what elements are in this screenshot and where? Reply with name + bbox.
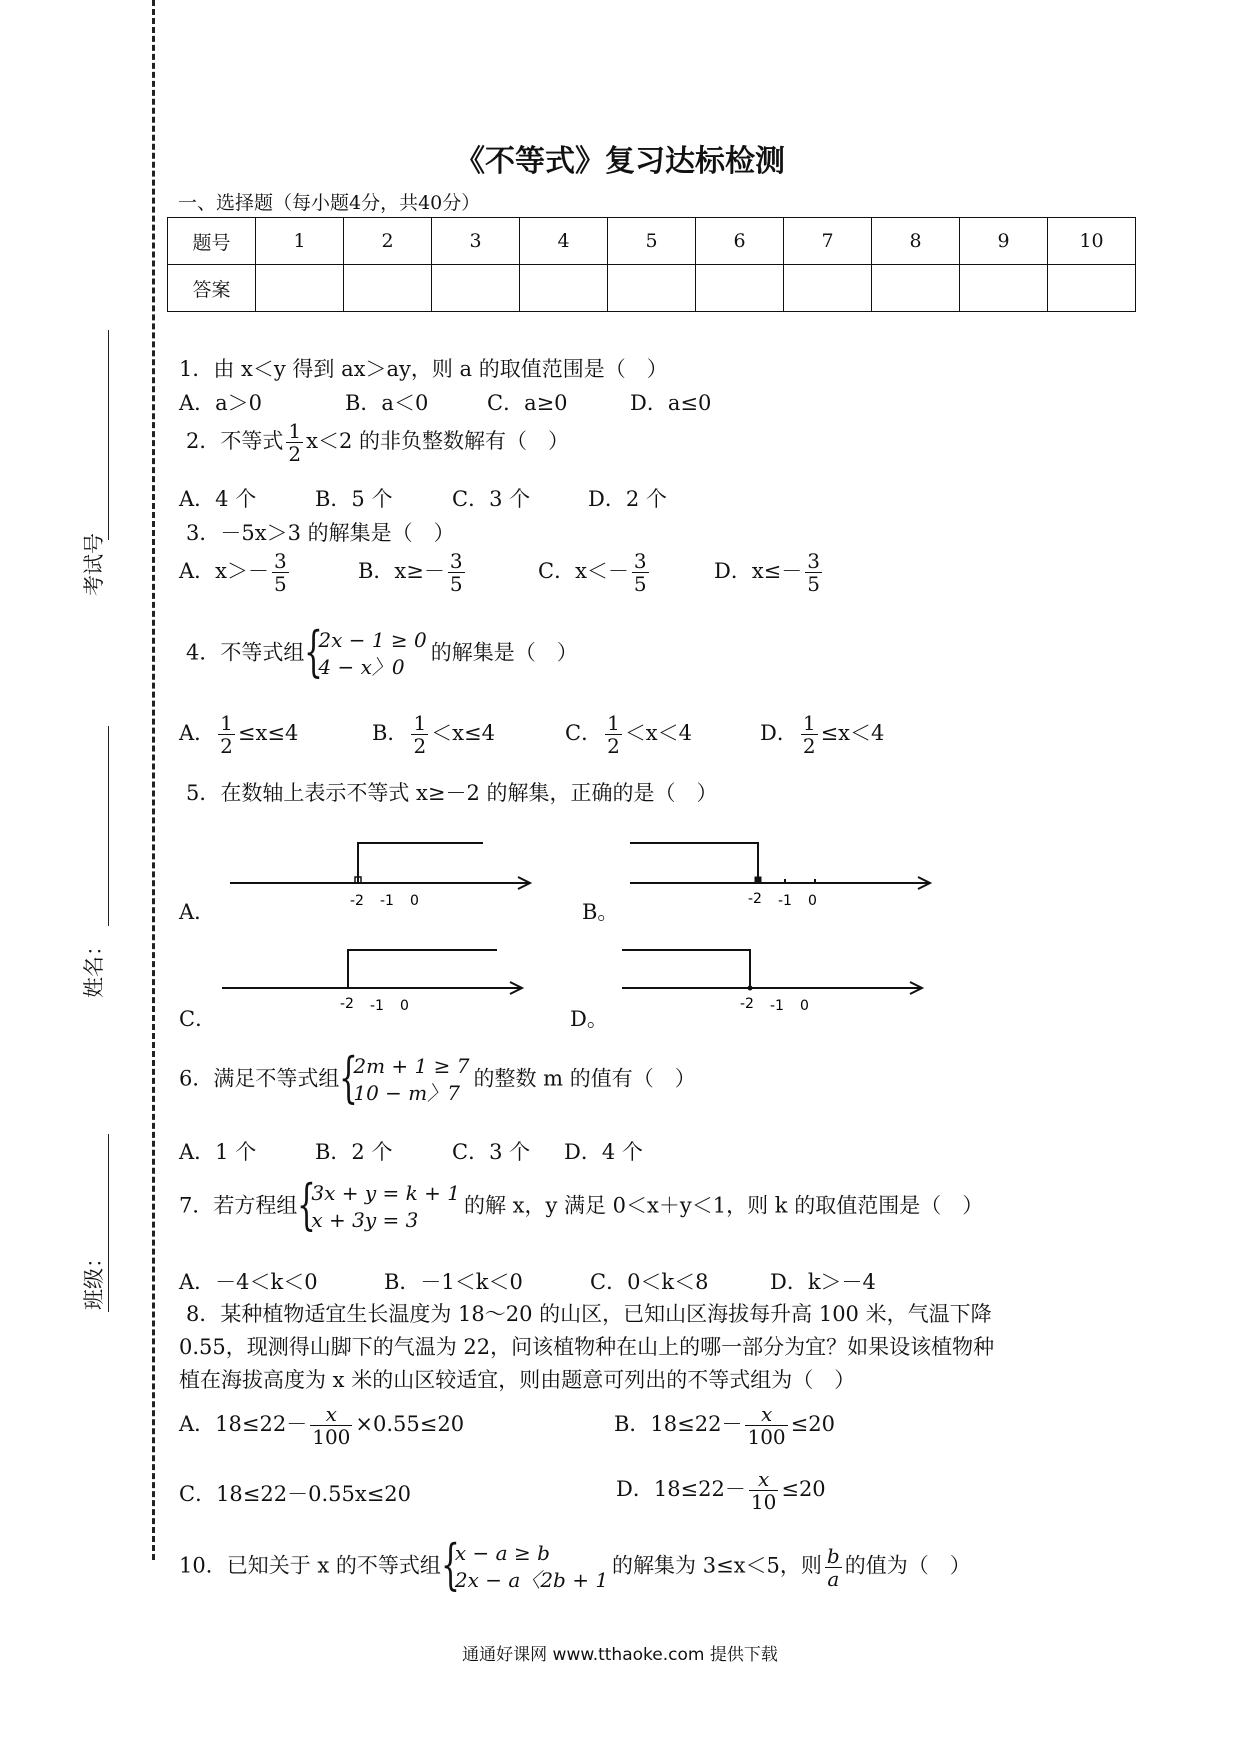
answer-cell[interactable]	[608, 265, 696, 312]
tick-label: 0	[410, 893, 419, 909]
tick-label: -1	[770, 998, 784, 1014]
q7-option-c: C．0＜k＜8	[590, 1270, 709, 1294]
table-header-cell: 6	[696, 218, 784, 265]
tick-label: -1	[380, 893, 394, 909]
q6-option-a: A．1 个	[179, 1140, 257, 1164]
table-answer-label: 答案	[168, 265, 256, 312]
q5-stem: 5．在数轴上表示不等式 x≥－2 的解集，正确的是（ ）	[186, 781, 718, 805]
tick-label: -1	[370, 998, 384, 1014]
exam-number-line	[108, 330, 109, 540]
number-line-a	[230, 835, 540, 915]
q4-option-a: A． $\frac{1}{2}$ ≤x≤4	[179, 711, 299, 758]
q2-stem	[186, 420, 569, 465]
tick-label: 0	[808, 893, 817, 909]
table-header-row	[168, 218, 1136, 265]
tick-label: 0	[800, 998, 809, 1014]
table-header-label: 题号	[168, 218, 256, 265]
q8-option-b: B．18≤22－ $\frac{x}{100}$ ≤20	[614, 1402, 835, 1449]
q2-option-a: A．4 个	[179, 487, 257, 511]
page-title: 《不等式》复习达标检测	[455, 144, 785, 179]
q1-option-b: B．a＜0	[345, 391, 429, 415]
answer-table	[167, 217, 1136, 312]
q8-option-c: C．18≤22－0.55x≤20	[179, 1482, 412, 1506]
tick-label: -1	[778, 893, 792, 909]
table-header-cell: 10	[1048, 218, 1136, 265]
table-header-cell: 4	[520, 218, 608, 265]
q5-label-c: C．	[179, 1007, 217, 1031]
answer-cell[interactable]	[432, 265, 520, 312]
q10-fraction: $\frac{b}{a}$	[826, 1543, 840, 1591]
exam-number-label: 考试号	[82, 533, 106, 596]
q1-stem: 1．由 x＜y 得到 ax＞ay，则 a 的取值范围是（ ）	[179, 357, 668, 381]
q7-option-d: D．k＞－4	[770, 1270, 876, 1294]
q2-option-d: D．2 个	[588, 487, 667, 511]
q2-post: x＜2 的非负整数解有（ ）	[306, 429, 569, 453]
answer-cell[interactable]	[960, 265, 1048, 312]
name-line	[108, 726, 109, 926]
name-label: 姓名：	[82, 935, 106, 998]
answer-cell[interactable]	[872, 265, 960, 312]
q3-stem: 3．－5x＞3 的解集是（ ）	[186, 521, 455, 545]
number-line-b	[630, 835, 940, 915]
tick-label: -2	[340, 996, 354, 1012]
table-header-cell: 8	[872, 218, 960, 265]
answer-cell[interactable]	[1048, 265, 1136, 312]
q7-option-a: A．－4＜k＜0	[179, 1270, 318, 1294]
q8-line2: 0.55，现测得山脚下的气温为 22，问该植物种在山上的哪一部分为宜？如果设该植物种	[179, 1335, 995, 1359]
q3-option-b: B．x≥－ $\frac{3}{5}$	[358, 549, 463, 596]
section-heading: 一、选择题（每小题4分，共40分）	[178, 192, 481, 214]
tick-label: 0	[400, 998, 409, 1014]
q8-option-a: A．18≤22－ $\frac{x}{100}$ ×0.55≤20	[179, 1402, 465, 1449]
table-header-cell: 9	[960, 218, 1048, 265]
q6-option-d: D．4 个	[564, 1140, 643, 1164]
class-label: 班级：	[82, 1247, 106, 1310]
tick-label: -2	[350, 893, 364, 909]
q4-option-b: B． $\frac{1}{2}$ ＜x≤4	[372, 711, 495, 758]
answer-cell[interactable]	[784, 265, 872, 312]
q4-option-d: D． $\frac{1}{2}$ ≤x＜4	[760, 711, 885, 758]
table-header-cell: 5	[608, 218, 696, 265]
q6-stem: 6．满足不等式组 { 2m + 1 ≥ 7 10 − m〉7 的整数 m 的值有（ ）	[179, 1046, 696, 1109]
binding-dashed-line	[152, 0, 155, 1560]
answer-cell[interactable]	[344, 265, 432, 312]
q2-fraction: $\frac{1}{2}$	[288, 419, 302, 466]
q5-label-b: B。	[582, 900, 619, 924]
q3-option-d: D．x≤－ $\frac{3}{5}$	[714, 549, 821, 596]
table-header-cell: 7	[784, 218, 872, 265]
table-header-cell: 3	[432, 218, 520, 265]
q7-system: { 3x + y = k + 1 x + 3y = 3	[297, 1173, 460, 1236]
q10-system: { x − a ≥ b 2x − a〈2b + 1	[440, 1533, 609, 1596]
q8-line3: 植在海拔高度为 x 米的山区较适宜，则由题意可列出的不等式组为（ ）	[179, 1368, 856, 1392]
q6-system: { 2m + 1 ≥ 7 10 − m〉7	[339, 1046, 470, 1109]
q1-option-d: D．a≤0	[630, 391, 712, 415]
q5-label-a: A．	[179, 900, 216, 924]
footer-source: 通通好课网 www.tthaoke.com 提供下载	[462, 1645, 778, 1665]
answer-cell[interactable]	[520, 265, 608, 312]
q2-pre: 2．不等式	[186, 429, 284, 453]
answer-cell[interactable]	[696, 265, 784, 312]
tick-label: -2	[740, 996, 754, 1012]
table-header-cell: 1	[256, 218, 344, 265]
q3-option-a: A．x＞－ $\frac{3}{5}$	[179, 549, 287, 596]
q8-option-d: D．18≤22－ $\frac{x}{10}$ ≤20	[616, 1467, 826, 1514]
class-line	[108, 1134, 109, 1312]
number-line-c	[222, 942, 532, 1022]
q6-option-c: C．3 个	[452, 1140, 531, 1164]
q5-label-d: D。	[570, 1007, 608, 1031]
q4-system: { 2x − 1 ≥ 0 4 − x〉0	[304, 620, 427, 683]
q7-option-b: B．－1＜k＜0	[384, 1270, 523, 1294]
q7-stem: 7．若方程组 { 3x + y = k + 1 x + 3y = 3 的解 x，y 满足 0＜x＋y＜1，则 k 的取值范围是（ ）	[179, 1173, 984, 1236]
number-line-d	[622, 942, 932, 1022]
answer-cell[interactable]	[256, 265, 344, 312]
q2-option-c: C．3 个	[452, 487, 531, 511]
q1-option-c: C．a≥0	[487, 391, 568, 415]
q4-option-c: C． $\frac{1}{2}$ ＜x＜4	[565, 711, 693, 758]
q8-line1: 8．某种植物适宜生长温度为 18～20 的山区，已知山区海拔每升高 100 米，气温下降	[186, 1302, 992, 1326]
q6-option-b: B．2 个	[315, 1140, 393, 1164]
q4-stem: 4．不等式组 { 2x − 1 ≥ 0 4 − x〉0 的解集是（ ）	[186, 620, 578, 683]
tick-label: -2	[748, 891, 762, 907]
q2-option-b: B．5 个	[315, 487, 393, 511]
q10-stem: 10．已知关于 x 的不等式组 { x − a ≥ b 2x − a〈2b + 1 的解集为 3≤x＜5，则 $\frac{b}{a}$ 的值为（ ）	[179, 1533, 971, 1596]
q3-option-c: C．x＜－ $\frac{3}{5}$	[538, 549, 647, 596]
q1-option-a: A．a＞0	[179, 391, 263, 415]
table-answer-row	[168, 265, 1136, 312]
table-header-cell: 2	[344, 218, 432, 265]
